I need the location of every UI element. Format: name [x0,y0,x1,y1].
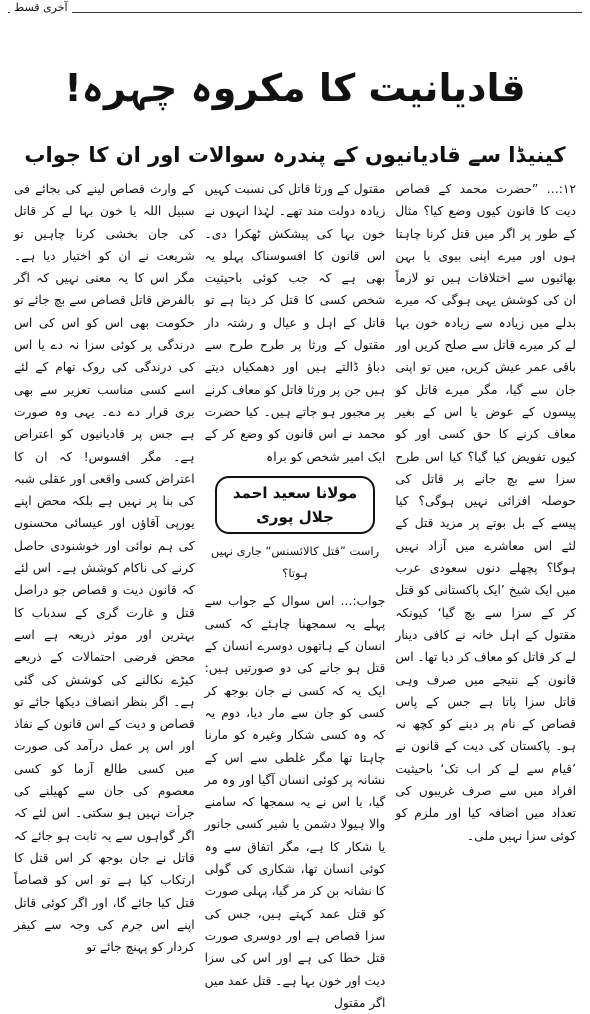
column-left [13,178,195,955]
column-middle-continuation: راست ”قتل کالائسنس“ جاری نہیں ہوتا؟ [210,543,380,581]
column-right-text: ۱۲:… ”حضرت محمد کے قصاص دیت کا قانون کیوں وضع کیا؟ مثال کے طور پر اگر میں قتل کرنا چاہتا ہوں اور میرے اپنی بیوی یا بہن بھائیوں سے اختلافات ہیں تو لازماً ان کی کوشش یہی ہوگی کہ میرے بدلے میں زیادہ سے زیادہ خون بہا لے کر میرے قاتل سے صلح کریں اور باقی عمر عیش کریں، میں تو اپنی جان سے گیا، مگر میرے قاتل کو پیسوں کے عوض یا اس کے بغیر معاف کرنے کا حق کسی اور کو کیوں تفویض کیا گیا؟ کیا اس طرح سزا سے بچ جانے پر قاتل کی حوصلہ افزائی نہیں ہوگی؟ کیا پیسے کے بل بوتے پر مزید قتل کے لئے اس معاشرے میں آزاد نہیں ہوگا؟ پچھلے دنوں سعودی عرب میں ایک شیخ ’ایک پاکستانی کو قتل کر کے سزا سے بچ گیا‘ کیونکہ مقتول کے اہل خانہ نے کافی دینار لے کر قاتل کو معاف کر دیا تھا۔ اس قانون کے نتیجے میں صرف وہی قاتل سزا پاتا ہے جس کے پاس قصاص کے نام پر دینے کو کچھ نہ ہو۔ پاکستان کی دیت کے قانون نے ’قیام سے لے کر اب تک‘ باحیثیت افراد میں سے صرف غریبوں کی تعداد میں اضافہ کیا اور ملزم کو کوئی سزا نہیں ملی۔ [395,182,576,843]
author-byline: مولانا سعید احمد جلال پوری [215,476,376,534]
series-tag: آخری قسط [10,1,72,14]
column-middle-text: مقتول کے ورثا قاتل کی نسبت کہیں زیادہ دولت مند تھے۔ لہٰذا انہوں نے خون بہا کی پیشکش ٹھکرا دی۔ اس قانون کا افسوسناک پہلو یہ بھی ہے کہ جب کوئی باحیثیت شخص کسی کا قتل کر دیتا ہے تو قاتل کے اہل و عیال و رشتہ دار مقتول کے ورثا پر طرح طرح سے دباؤ ڈالتے ہیں اور دھمکیاں دیتے ہیں جن پر ورثا قاتل کو معاف کرنے پر مجبور ہو جاتے ہیں۔ کیا حضرت محمد نے اس قانون کو وضع کر کے ایک امیر شخص کو براہ [204,182,386,464]
top-rule [8,12,582,13]
article-columns [13,178,576,1010]
column-right [395,178,576,843]
article-subtitle: کینیڈا سے قادیانیوں کے پندرہ سوالات اور ان کا جواب [24,143,566,167]
article-title: قادیانیت کا مکروہ چہرہ! [64,66,526,110]
column-middle-answer: جواب:… اس سوال کے جواب سے پہلے یہ سمجھنا چاہئے کہ کسی انسان کے ہاتھوں دوسرے انسان کے قتل ہو جانے کی دو صورتیں ہیں: ایک یہ کہ کسی نے جان بوجھ کر کسی کو جان سے مار دیا، دوم یہ کہ وہ کسی شکار وغیرہ کو مارنا چاہتا تھا مگر غلطی سے اس کے نشانہ پر کوئی انسان آگیا اور وہ مر گیا، یا اس نے یہ سمجھا کہ سامنے والا ہیولا دشمن یا شیر کسی جانور یا شکار کا ہے، مگر اتفاق سے وہ کوئی انسان تھا، شکاری کی گولی کا نشانہ بن کر مر گیا، پہلی صورت کو قتل عمد کہتے ہیں، جس کی سزا قصاص ہے اور دوسری صورت قتل خطا کی ہے اور اس کی سزا دیت اور خون بہا ہے۔ قتل عمد میں اگر مقتول [204,594,386,1010]
column-middle [204,178,386,1010]
column-left-text: کے وارث قصاص لینے کی بجائے فی سبیل اللہ یا خون بہا لے کر قاتل کی جان بخشی کرنا چاہیں تو شریعت نے ان کو اختیار دیا ہے۔ مگر اس کا یہ معنی نہیں کہ اگر بالفرض قاتل قصاص سے بچ جائے تو حکومت بھی اس کو اس کی اس درندگی پر کوئی سزا نہ دے یا اس کی درندگی کی روک تھام کے لئے اسے کسی مناسب تعزیر سے بھی بری قرار دے دے۔ یہی وہ صورت ہے جس پر قادیانیوں کو اعتراض ہے۔ مگر افسوس! کہ ان کا اعتراض کسی واقعی اور عقلی شبہ کی بنا پر نہیں ہے بلکہ محض اپنے یورپی آقاؤں اور عیسائی محسنوں کی ہم نوائی اور خوشنودی حاصل کرنے کی ناکام کوشش ہے۔ اس لئے کہ قانون دیت و قصاص جو دراصل قتل و غارت گری کے سدباب کا بہترین اور موثر ذریعہ ہے اسے محض فرضی احتمالات کے ذریعے کیڑے نکالنے کی کوشش کی گئی ہے۔ اگر بنظر انصاف دیکھا جائے تو قصاص و دیت کے اس قانون کے نفاذ اور اس پر عمل درآمد کی صورت میں کسی طالع آزما کو کسی معصوم کی جان سے کھیلنے کی جرأت نہیں ہو سکتی۔ اس لئے کہ اگر گواہوں سے یہ ثابت ہو جائے کہ قاتل نے جان بوجھ کر اس قتل کا ارتکاب کیا ہے تو اس کو قصاصاً قتل کیا جائے گا، اور اگر کوئی قاتل اپنے اس جرم کی وجہ سے کیفر کردار کو پہنچ جائے تو [13,182,195,955]
